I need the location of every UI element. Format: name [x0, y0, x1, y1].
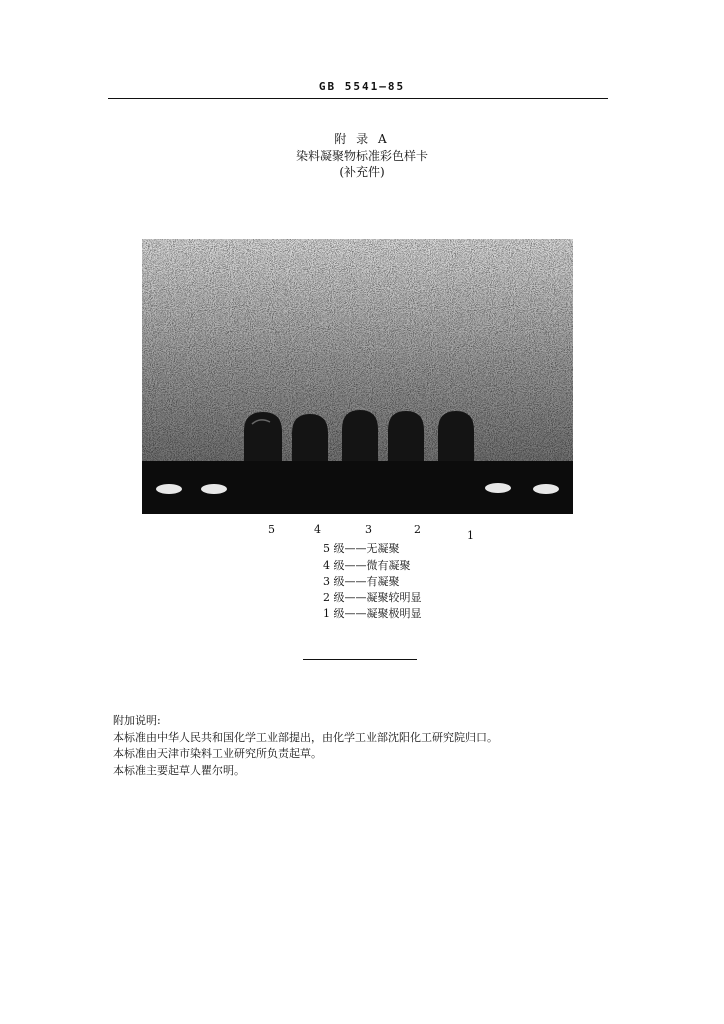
legend-grade-4: 4 级——微有凝聚	[323, 559, 411, 572]
sample-number-5: 5	[268, 523, 275, 536]
appendix-subtitle: 染料凝聚物标准彩色样卡	[295, 149, 428, 163]
appendix-title: 附 录 A	[334, 132, 390, 146]
legend-grade-1: 1 级——凝聚极明显	[323, 607, 422, 620]
sample-number-2: 2	[414, 523, 421, 536]
sample-number-1: 1	[467, 529, 474, 542]
additional-note-line: 本标准主要起草人瞿尔明。	[113, 764, 245, 777]
appendix-note: (补充件)	[339, 165, 385, 179]
legend-grade-5: 5 级——无凝聚	[323, 542, 400, 555]
sample-number-3: 3	[365, 523, 372, 536]
legend-grade-3: 3 级——有凝聚	[323, 575, 400, 588]
legend-grade-2: 2 级——凝聚较明显	[323, 591, 422, 604]
additional-note-line: 本标准由中华人民共和国化学工业部提出，由化学工业部沈阳化工研究院归口。	[113, 731, 498, 744]
color-sample-photo	[142, 239, 573, 514]
sample-number-4: 4	[314, 523, 321, 536]
header-rule	[108, 98, 608, 99]
document-header: GB 5541—85	[318, 80, 406, 93]
additional-note-line: 本标准由天津市染料工业研究所负责起草。	[113, 747, 322, 760]
section-divider	[303, 659, 417, 660]
additional-notes-heading: 附加说明:	[113, 714, 161, 727]
